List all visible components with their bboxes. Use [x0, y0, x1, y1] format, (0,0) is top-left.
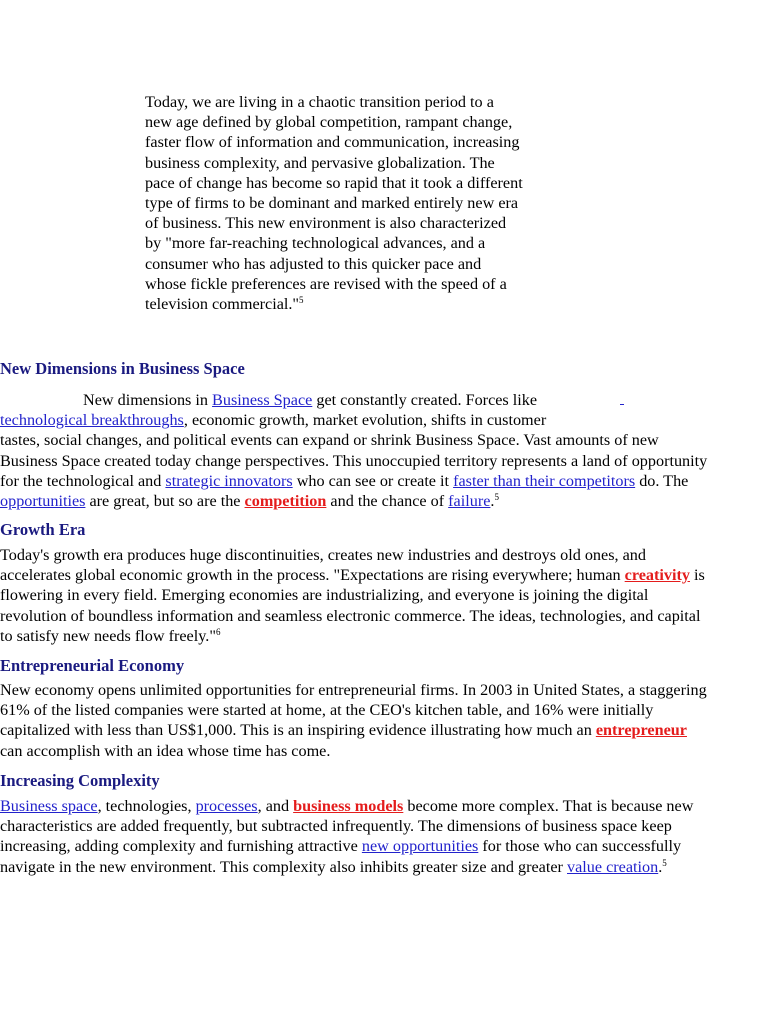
text-run: and the chance of	[326, 492, 449, 511]
paragraph-line	[0, 720, 768, 740]
quote-block	[145, 92, 565, 314]
paragraph-line: characteristics are added frequently, but subtracted infrequently. The dimensions of business space keep	[0, 817, 672, 836]
link-business-space[interactable]: Business Space	[212, 391, 313, 409]
paragraph-line: tastes, social changes, and political events can expand or shrink Business Space. Vast amounts of new	[0, 431, 659, 450]
text-run: for those who can successfully	[478, 837, 682, 856]
paragraph-growth	[0, 545, 768, 646]
quote-line: Today, we are living in a chaotic transition period to a	[145, 93, 494, 111]
section-heading-complexity: Increasing Complexity	[0, 771, 160, 790]
paragraph-line: Business Space created today change perspectives. This unoccupied territory represents a land of opportunity	[0, 451, 708, 470]
text-run: are great, but so are the	[85, 492, 245, 511]
quote-line: of business. This new environment is also characterized	[145, 214, 507, 233]
link-creativity[interactable]: creativity	[624, 566, 690, 585]
link-processes[interactable]: processes	[195, 797, 258, 815]
quote-line: whose fickle preferences are revised with the speed of a	[145, 274, 507, 293]
text-run: to satisfy new needs flow freely."	[0, 626, 216, 645]
quote-line	[145, 294, 565, 314]
text-run: , technologies,	[97, 797, 196, 815]
quote-line: by "more far-reaching technological advances, and a	[145, 234, 486, 253]
text-run: .	[490, 492, 495, 511]
quote-line: business complexity, and pervasive globalization. The	[145, 153, 495, 172]
text-run: do. The	[635, 471, 689, 490]
quote-line: type of firms to be dominant and marked entirely new era	[145, 194, 519, 213]
link-entrepreneur[interactable]: entrepreneur	[595, 721, 687, 740]
link-business-space-2[interactable]: Business space	[0, 797, 98, 815]
link-value-creation[interactable]: value creation	[567, 857, 659, 876]
paragraph-line: revolution of boundless information and seamless electronic commerce. The ideas, technologies, and capital	[0, 606, 701, 625]
link-technological-breakthroughs[interactable]: technological breakthroughs	[0, 411, 184, 430]
paragraph-line: flowering in every field. Emerging economies are industrializing, and everyone is joining the digital	[0, 586, 649, 605]
text-run: is	[689, 566, 705, 585]
paragraph-line	[0, 410, 768, 430]
footnote-marker: 5	[494, 492, 499, 503]
text-run: who can see or create it	[292, 471, 454, 490]
text-run: .	[658, 857, 663, 876]
text-run: become more complex. That is because new	[403, 797, 694, 815]
text-run: accelerates global economic growth in the process. "Expectations are rising everywhere; human	[0, 566, 625, 585]
link-opportunities[interactable]: opportunities	[0, 492, 86, 511]
link-failure[interactable]: failure	[448, 492, 491, 511]
paragraph-dimensions	[0, 390, 768, 511]
link-faster-than-competitors[interactable]: faster than their competitors	[453, 471, 636, 490]
paragraph-line: can accomplish with an idea whose time has come.	[0, 741, 331, 760]
text-run: capitalized with less than US$1,000. This is an inspiring evidence illustrating how much an	[0, 721, 596, 740]
paragraph-line	[0, 796, 768, 816]
paragraph-line	[0, 565, 768, 585]
section-heading-dimensions: New Dimensions in Business Space	[0, 359, 245, 378]
footnote-marker: 6	[215, 626, 221, 637]
quote-last-text: television commercial."	[145, 295, 300, 314]
paragraph-line	[0, 491, 768, 511]
paragraph-line: Today's growth era produces huge discontinuities, creates new industries and destroys old ones, and	[0, 546, 646, 564]
link-strategic-innovators[interactable]: strategic innovators	[165, 471, 293, 490]
text-run: New dimensions in	[83, 391, 213, 409]
quote-line: faster flow of information and communication, increasing	[145, 133, 520, 152]
quote-line: pace of change has become so rapid that it took a different	[145, 173, 523, 192]
text-run: get constantly created. Forces like	[312, 391, 538, 409]
footnote-marker: 5	[299, 295, 304, 306]
text-run: navigate in the new environment. This complexity also inhibits greater size and greater	[0, 857, 567, 876]
link-competition[interactable]: competition	[244, 492, 327, 511]
paragraph-line	[0, 390, 768, 410]
paragraph-line: 61% of the listed companies were started at home, at the CEO's kitchen table, and 16% were initially	[0, 701, 654, 720]
paragraph-entrepreneurial	[0, 680, 768, 761]
quote-line: consumer who has adjusted to this quicker pace and	[145, 254, 482, 273]
section-heading-growth: Growth Era	[0, 520, 86, 539]
paragraph-line: New economy opens unlimited opportunities for entrepreneurial firms. In 2003 in United States, a staggering	[0, 681, 707, 699]
text-run: increasing, adding complexity and furnishing attractive	[0, 837, 362, 856]
paragraph-line	[0, 626, 768, 646]
text-run: , economic growth, market evolution, shifts in customer	[183, 411, 547, 430]
section-heading-entrepreneurial: Entrepreneurial Economy	[0, 656, 185, 675]
text-run: , and	[257, 797, 294, 815]
paragraph-line	[0, 857, 768, 877]
link-new-opportunities[interactable]: new opportunities	[361, 837, 479, 856]
text-run: for the technological and	[0, 471, 166, 490]
paragraph-complexity	[0, 796, 768, 877]
paragraph-line	[0, 836, 768, 856]
link-business-models[interactable]: business models	[293, 797, 404, 815]
paragraph-line	[0, 471, 768, 491]
quote-line: new age defined by global competition, rampant change,	[145, 113, 513, 132]
footnote-marker: 5	[662, 857, 667, 868]
